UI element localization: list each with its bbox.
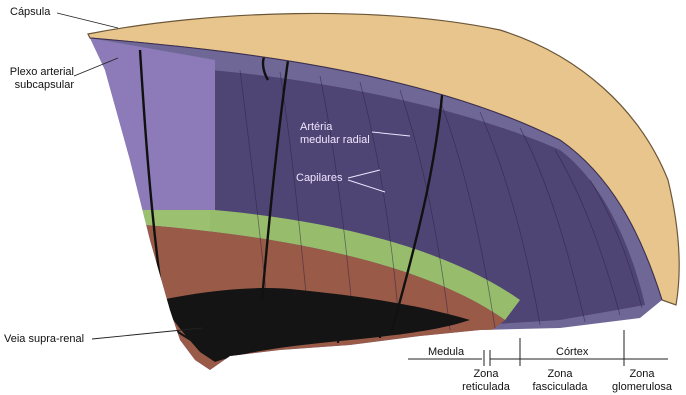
label-plexo-arterial — [6, 66, 74, 92]
label-plexo-line1: Plexo arterial — [9, 66, 74, 78]
cut-face — [90, 38, 215, 210]
label-medula: Medula — [428, 346, 465, 358]
label-arteria-line1: Artéria — [300, 121, 333, 133]
label-plexo-line2: subcapsular — [14, 79, 74, 91]
label-zona-reticulada — [446, 368, 526, 394]
label-zona-glomerulosa — [600, 368, 684, 394]
label-capsula: Cápsula — [10, 6, 51, 18]
label-arteria-line2: medular radial — [300, 134, 370, 146]
label-fasciculada-line2: fasciculada — [532, 381, 588, 393]
label-fasciculada-line1: Zona — [547, 368, 573, 380]
label-capilares: Capilares — [296, 172, 343, 184]
label-reticulada-line1: Zona — [473, 368, 499, 380]
label-cortex: Córtex — [556, 346, 589, 358]
label-glomerulosa-line2: glomerulosa — [612, 381, 672, 393]
label-veia: Veia supra-renal — [4, 333, 85, 345]
label-arteria — [300, 121, 370, 147]
label-reticulada-line2: reticulada — [462, 381, 510, 393]
label-zona-fasciculada — [520, 368, 600, 394]
label-glomerulosa-line1: Zona — [629, 368, 655, 380]
capsula-pointer — [57, 13, 118, 28]
